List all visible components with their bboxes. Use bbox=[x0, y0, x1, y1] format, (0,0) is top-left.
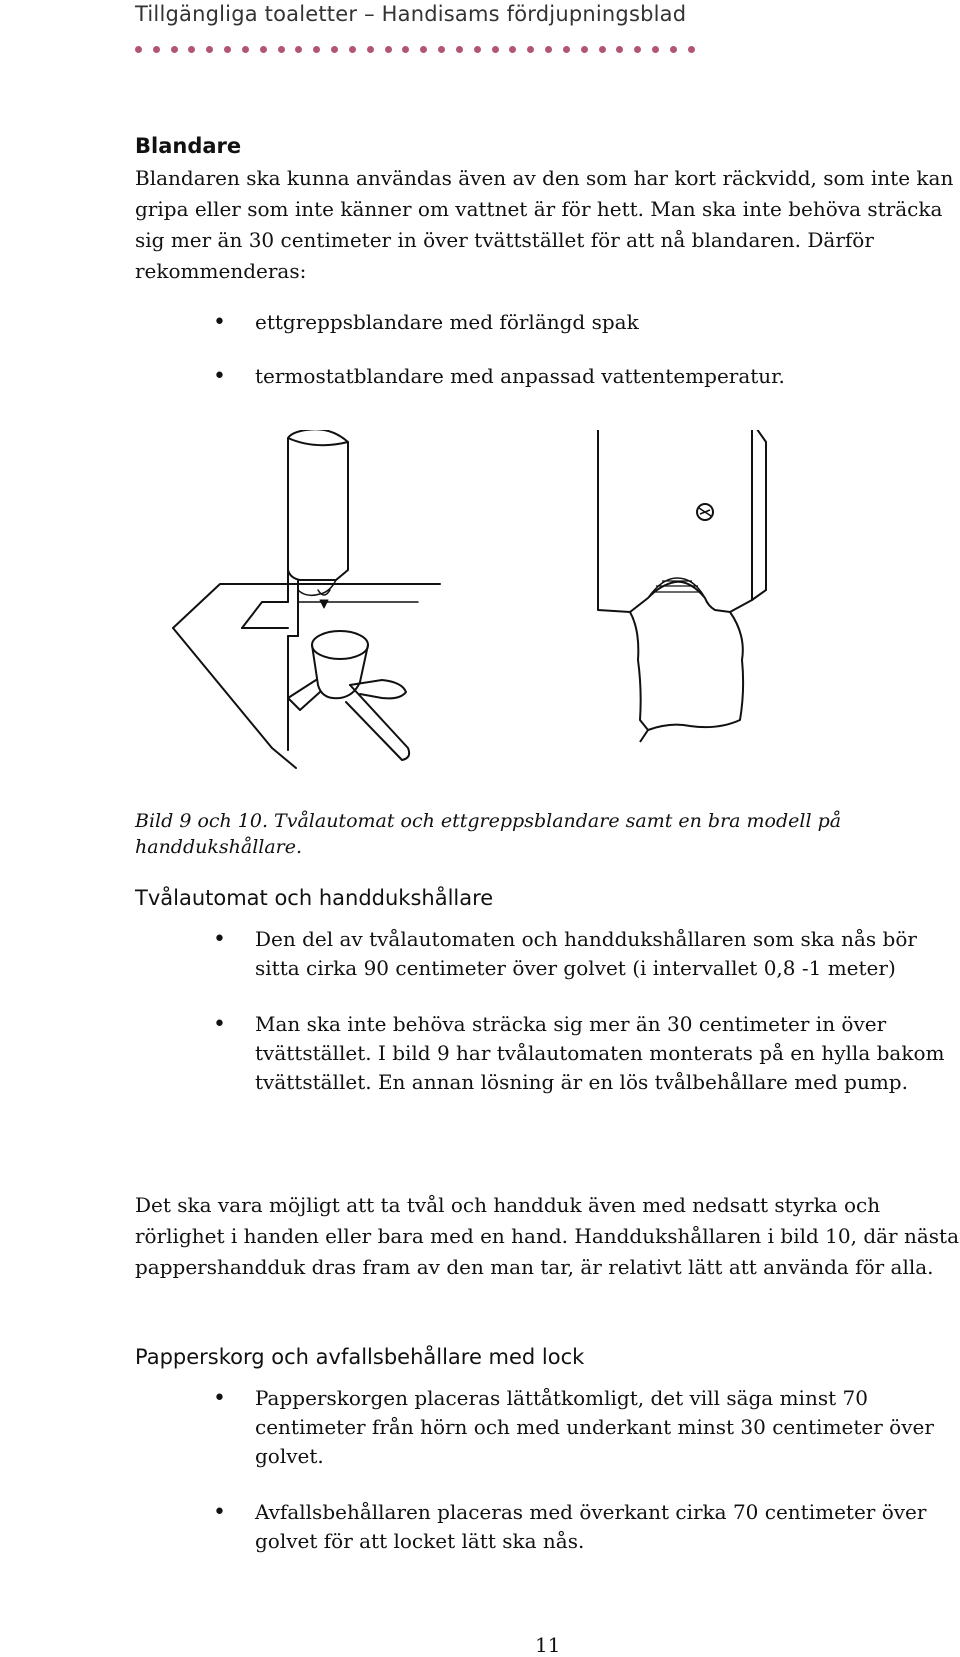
bullet-list-tvalautomat bbox=[135, 925, 960, 1097]
figure-caption: Bild 9 och 10. Tvålautomat och ettgreppsblandare samt en bra modell på handdukshållare. bbox=[135, 810, 842, 858]
figure-svg bbox=[170, 430, 960, 792]
list-item: • Avfallsbehållaren placeras med överkant cirka 70 centimeter över golvet för att locket lätt ska nås. bbox=[135, 1498, 960, 1556]
paragraph-tvalautomat: Det ska vara möjligt att ta tvål och handduk även med nedsatt styrka och rörlighet i handen eller bara med en hand. Handdukshållaren i bild 10, där nästa pappershandduk dras fram av den man tar, är relativt lätt att använda för alla. bbox=[135, 1193, 959, 1279]
list-item: • termostatblandare med anpassad vattentemperatur. bbox=[135, 362, 960, 391]
list-item: • ettgreppsblandare med förlängd spak bbox=[135, 308, 960, 337]
soap-dispenser-and-mixer-illustration bbox=[173, 430, 440, 768]
list-item: • Man ska inte behöva sträcka sig mer än 30 centimeter in över tvättstället. I bild 9 har tvålautomaten monterats på en hylla bakom tvättstället. En annan lösning är en lös tvålbehållare med pump. bbox=[135, 1010, 960, 1097]
bullet-list-blandare bbox=[135, 308, 960, 391]
figure-illustrations bbox=[170, 430, 960, 792]
list-item: • Den del av tvålautomaten och handdukshållaren som ska nås bör sitta cirka 90 centimeter över golvet (i intervallet 0,8 -1 meter) bbox=[135, 925, 960, 983]
heading-blandare: Blandare bbox=[135, 134, 242, 158]
page-number: 11 bbox=[535, 1633, 561, 1657]
running-header: Tillgängliga toaletter – Handisams fördjupningsblad bbox=[135, 2, 687, 26]
dotted-divider bbox=[135, 46, 695, 54]
paper-towel-holder-illustration bbox=[598, 430, 766, 742]
bullet-list-papperskorg bbox=[135, 1384, 960, 1556]
heading-tvalautomat: Tvålautomat och handdukshållare bbox=[135, 886, 494, 910]
list-item: • Papperskorgen placeras lättåtkomligt, det vill säga minst 70 centimeter från hörn och med underkant minst 30 centimeter över golvet. bbox=[135, 1384, 960, 1471]
heading-papperskorg: Papperskorg och avfallsbehållare med lock bbox=[135, 1345, 585, 1369]
paragraph-blandare: Blandaren ska kunna användas även av den som har kort räckvidd, som inte kan gripa eller som inte känner om vattnet är för hett. Man ska inte behöva sträcka sig mer än 30 centimeter in över tvättstället för att nå blandaren. Därför rekommenderas: bbox=[135, 166, 954, 283]
